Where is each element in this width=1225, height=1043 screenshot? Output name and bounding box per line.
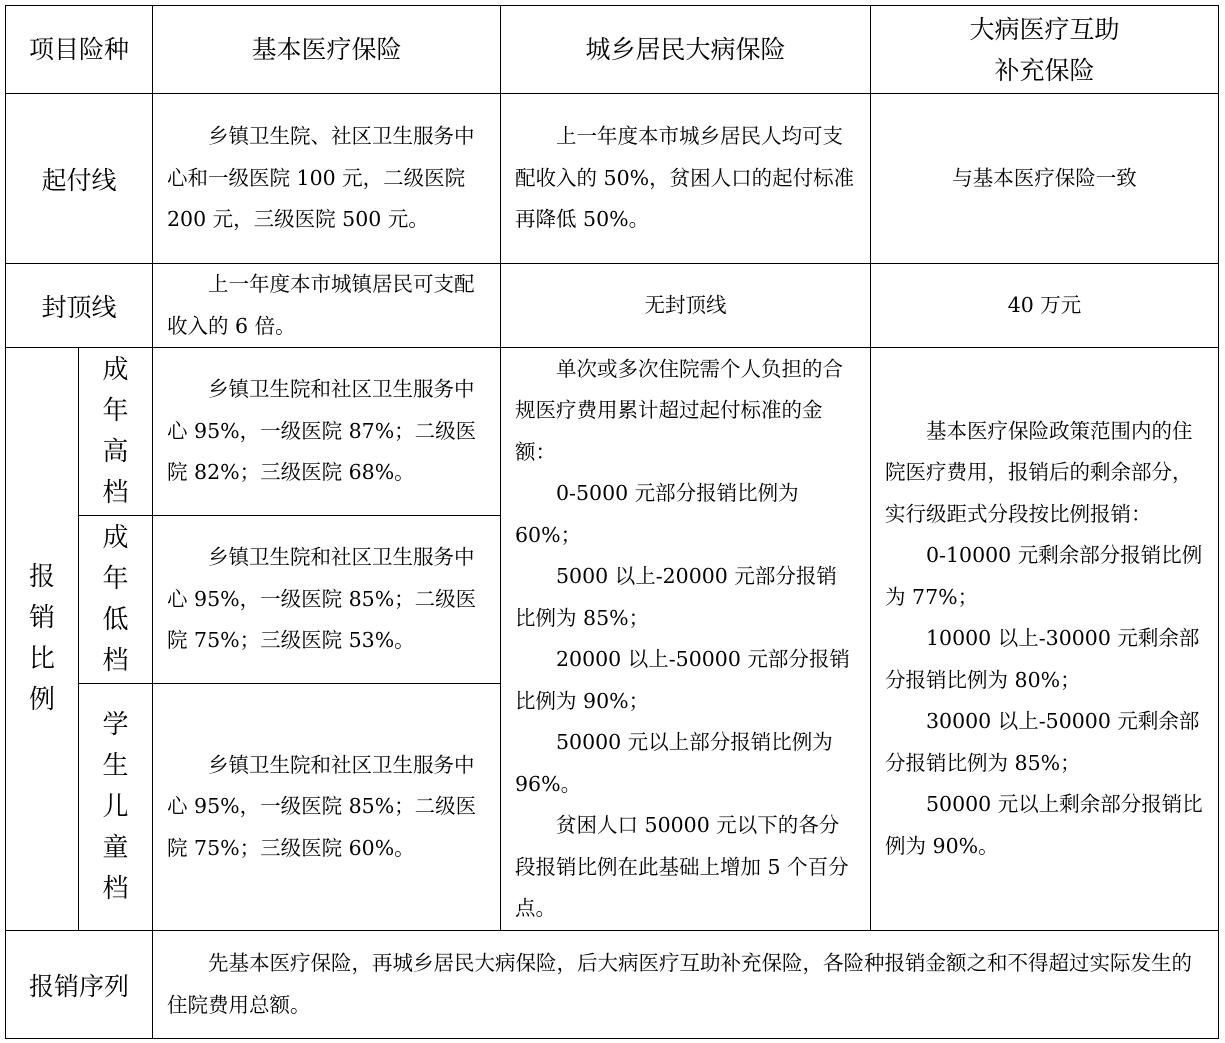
- paragraph: 5000 以上-20000 元部分报销比例为 85%；: [515, 564, 837, 630]
- tier-label-adult-low: [79, 516, 153, 684]
- cap-basic-text: 上一年度本市城镇居民可支配收入的 6 倍。: [167, 272, 475, 338]
- paragraph: 0-5000 元部分报销比例为 60%；: [515, 481, 799, 547]
- tier-label-adult-high: [79, 348, 153, 516]
- paragraph: 50000 元以上部分报销比例为 96%。: [515, 730, 833, 796]
- label-char: 成: [102, 522, 129, 553]
- paragraph: 30000 以上-50000 元剩余部分报销比例为 85%；: [885, 709, 1200, 775]
- cap-label: 封顶线: [6, 264, 153, 348]
- label-char: 报: [28, 562, 55, 592]
- tier-basic-adult-low: [153, 516, 501, 684]
- paragraph: 贫困人口 50000 元以下的各分段报销比例在此基础上增加 5 个百分点。: [515, 813, 849, 920]
- deductible-serious-illness-text: 上一年度本市城乡居民人均可支配收入的 50%，贫困人口的起付标准再降低 50%。: [515, 124, 855, 232]
- label-char: 学: [102, 709, 129, 740]
- label-char: 童: [102, 832, 129, 863]
- label-char: 年: [102, 563, 129, 594]
- sequence-text: 先基本医疗保险，再城乡居民大病保险，后大病医疗互助补充保险，各险种报销金额之和不得超过实际发生的住院费用总额。: [167, 951, 1193, 1017]
- label-char: 儿: [102, 791, 129, 822]
- header-mutual-aid-line2: 补充保险: [994, 55, 1095, 85]
- reimbursement-serious-illness: [501, 348, 871, 931]
- header-row: [6, 6, 1219, 94]
- deductible-basic: [153, 94, 501, 264]
- header-mutual-aid-insurance: [871, 6, 1219, 94]
- paragraph: 基本医疗保险政策范围内的住院医疗费用，报销后的剩余部分，实行级距式分段按比例报销：: [885, 418, 1193, 526]
- sequence-text-cell: [153, 931, 1219, 1039]
- deductible-label: 起付线: [6, 94, 153, 264]
- label-char: 销: [28, 603, 55, 633]
- label-char: 例: [28, 685, 55, 715]
- cap-serious-illness: 无封顶线: [501, 264, 871, 348]
- header-mutual-aid-line1: 大病医疗互助: [969, 14, 1120, 44]
- reimbursement-row-adult-high: [6, 348, 1219, 516]
- paragraph: 10000 以上-30000 元剩余部分报销比例为 80%；: [885, 626, 1200, 692]
- label-char: 档: [102, 873, 129, 904]
- insurance-comparison-table: [5, 5, 1219, 1039]
- sequence-row: [6, 931, 1219, 1039]
- header-basic-insurance: 基本医疗保险: [153, 6, 501, 94]
- sequence-label: 报销序列: [6, 931, 153, 1039]
- deductible-serious-illness: [501, 94, 871, 264]
- paragraph: 50000 元以上剩余部分报销比例为 90%。: [885, 792, 1203, 858]
- cap-basic: [153, 264, 501, 348]
- paragraph: 0-10000 元剩余部分报销比例为 77%；: [885, 543, 1203, 609]
- paragraph: 20000 以上-50000 元部分报销比例为 90%；: [515, 647, 850, 713]
- tier-basic-student-child: [153, 684, 501, 931]
- reimbursement-mutual-aid: [871, 348, 1219, 931]
- label-char: 档: [102, 645, 129, 676]
- label-char: 成: [102, 354, 129, 385]
- label-char: 生: [102, 750, 129, 781]
- label-char: 档: [102, 477, 129, 508]
- reimbursement-ratio-label: [6, 348, 79, 931]
- label-char: 年: [102, 395, 129, 426]
- paragraph: 单次或多次住院需个人负担的合规医疗费用累计超过起付标准的金额：: [515, 356, 844, 464]
- label-char: 低: [102, 604, 129, 635]
- deductible-basic-text: 乡镇卫生院、社区卫生服务中心和一级医院 100 元，二级医院 200 元，三级医院 500 元。: [167, 124, 475, 232]
- label-char: 高: [102, 436, 129, 467]
- tier-basic-text: 乡镇卫生院和社区卫生服务中心 95%，一级医院 87%；二级医院 82%；三级医院 68%。: [167, 377, 477, 485]
- deductible-row: [6, 94, 1219, 264]
- label-char: 比: [28, 644, 55, 674]
- header-item-type: 项目险种: [6, 6, 153, 94]
- tier-basic-text: 乡镇卫生院和社区卫生服务中心 95%，一级医院 85%；二级医院 75%；三级医院 60%。: [167, 752, 477, 860]
- deductible-mutual-aid: 与基本医疗保险一致: [871, 94, 1219, 264]
- cap-mutual-aid: 40 万元: [871, 264, 1219, 348]
- tier-label-student-child: [79, 684, 153, 931]
- header-serious-illness-insurance: 城乡居民大病保险: [501, 6, 871, 94]
- tier-basic-adult-high: [153, 348, 501, 516]
- tier-basic-text: 乡镇卫生院和社区卫生服务中心 95%，一级医院 85%；二级医院 75%；三级医院 53%。: [167, 545, 477, 653]
- cap-row: [6, 264, 1219, 348]
